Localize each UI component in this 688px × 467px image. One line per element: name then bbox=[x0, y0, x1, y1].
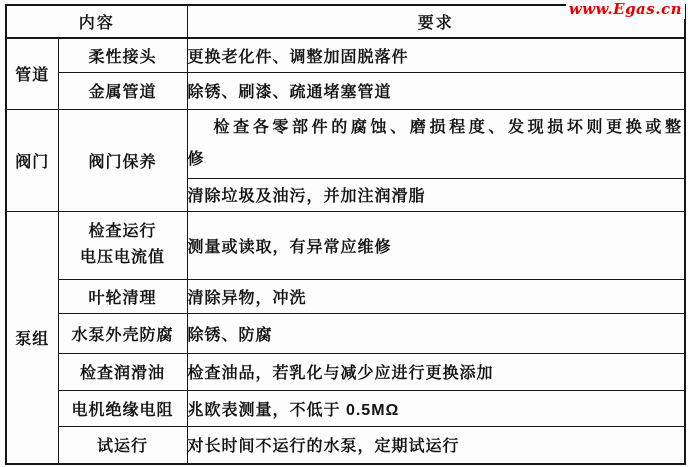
item-cell-lubricant-check: 检查润滑油 bbox=[58, 353, 187, 390]
table-row bbox=[6, 211, 685, 279]
item-cell-metal-pipe: 金属管道 bbox=[58, 72, 187, 109]
item-cell-voltage-current bbox=[58, 211, 187, 279]
group-cell-pipes: 管道 bbox=[6, 38, 58, 109]
req-cell-lubricant-check: 检查油品，若乳化与减少应进行更换添加 bbox=[187, 353, 685, 390]
req-cell-metal-pipe: 除锈、刷漆、疏通堵塞管道 bbox=[187, 72, 685, 109]
table-row bbox=[6, 279, 685, 313]
req-cell-pump-shell-anticorrosion: 除锈、防腐 bbox=[187, 313, 685, 353]
maintenance-table bbox=[5, 4, 686, 465]
item-cell-flexible-joint: 柔性接头 bbox=[58, 38, 187, 72]
header-content-cell: 内容 bbox=[6, 5, 187, 38]
req-cell-voltage-current: 测量或读取，有异常应维修 bbox=[187, 211, 685, 279]
item-cell-valve-maintenance: 阀门保养 bbox=[58, 109, 187, 211]
req-cell-valve-inspection: 检查各零部件的腐蚀、磨损程度、发现损坏则更换或整修 bbox=[187, 109, 685, 178]
table-row bbox=[6, 390, 685, 426]
item-cell-test-run: 试运行 bbox=[58, 426, 187, 464]
req-cell-motor-insulation-resistance: 兆欧表测量，不低于 0.5MΩ bbox=[187, 390, 685, 426]
header-requirement-cell: 要求 bbox=[187, 5, 685, 38]
table-row bbox=[6, 38, 685, 72]
req-cell-flexible-joint: 更换老化件、调整加固脱落件 bbox=[187, 38, 685, 72]
table-row bbox=[6, 313, 685, 353]
table-row bbox=[6, 426, 685, 464]
group-cell-valves: 阀门 bbox=[6, 109, 58, 211]
table-row bbox=[6, 353, 685, 390]
item-cell-impeller-cleaning: 叶轮清理 bbox=[58, 279, 187, 313]
group-cell-pump-set: 泵组 bbox=[6, 211, 58, 464]
egas-watermark: www.Egas.cn bbox=[566, 0, 685, 19]
table-row bbox=[6, 109, 685, 178]
item-cell-pump-shell-anticorrosion: 水泵外壳防腐 bbox=[58, 313, 187, 353]
table-row bbox=[6, 72, 685, 109]
req-cell-impeller-cleaning: 清除异物，冲洗 bbox=[187, 279, 685, 313]
item-cell-motor-insulation-resistance: 电机绝缘电阻 bbox=[58, 390, 187, 426]
req-cell-valve-cleaning: 清除垃圾及油污，并加注润滑脂 bbox=[187, 178, 685, 211]
item-label-line2: 电压电流值 bbox=[80, 249, 166, 266]
req-cell-test-run: 对长时间不运行的水泵，定期试运行 bbox=[187, 426, 685, 464]
item-label-line1: 检查运行 bbox=[88, 223, 157, 240]
